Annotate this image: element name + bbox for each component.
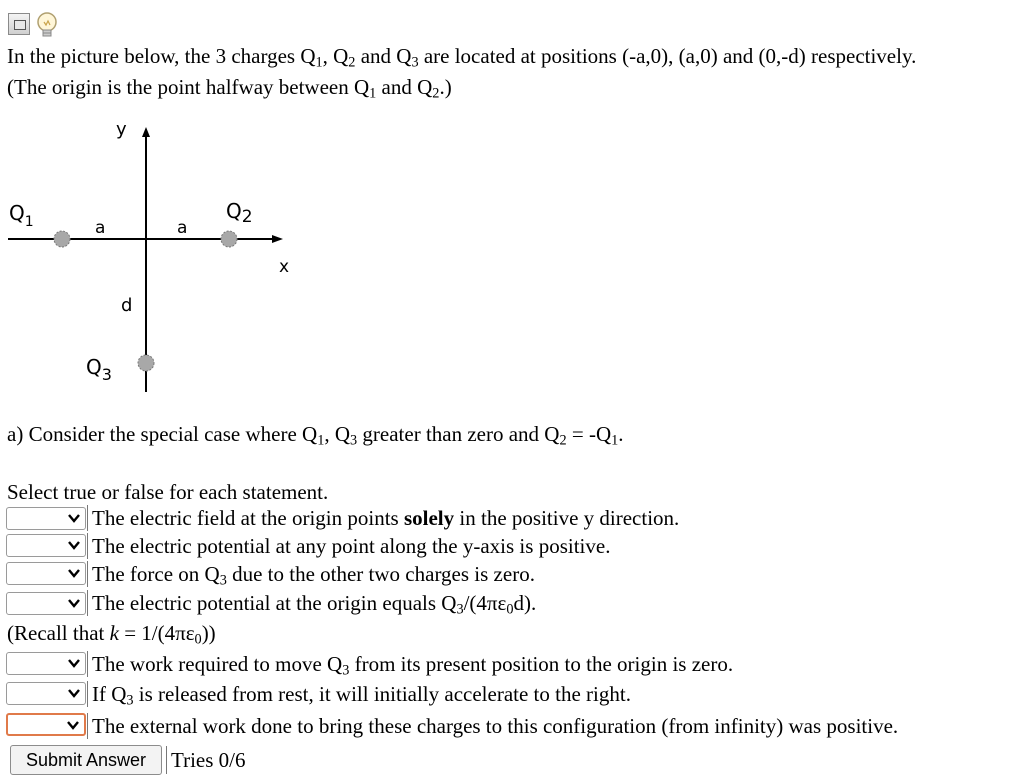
charge-q3 — [138, 355, 154, 371]
statement-2: The electric potential at any point along the y-axis is positive. — [87, 533, 610, 559]
true-false-select-3[interactable] — [6, 562, 86, 585]
true-false-select-2[interactable] — [6, 534, 86, 557]
chevron-down-icon — [67, 656, 81, 670]
y-axis-label: y — [116, 119, 127, 140]
q3-label: $Q_3$ — [86, 355, 112, 384]
distance-a-left: a — [95, 218, 106, 238]
statement-3: The force on $Q_3$ due to the other two charges is zero. — [87, 561, 535, 587]
instruction-text: Select true or false for each statement. — [7, 480, 329, 504]
tries-counter: Tries 0/6 — [166, 746, 246, 774]
intro-line-2: (The origin is the point halfway between $Q_1$ and $Q_2$.) — [7, 75, 452, 102]
lightbulb-icon[interactable] — [34, 11, 60, 41]
chevron-down-icon — [66, 718, 80, 732]
chevron-down-icon — [67, 566, 81, 580]
document-icon[interactable] — [8, 13, 30, 35]
q1-label: $Q_1$ — [9, 201, 34, 230]
intro-line-1: In the picture below, the 3 charges $Q_1$, $Q_2$ and $Q_3$ are located at positions (-a,0), (a,0) and (0,-d) respectively. — [7, 44, 917, 71]
distance-d: d — [121, 295, 133, 316]
statement-6: If $Q_3$ is released from rest, it will initially accelerate to the right. — [87, 681, 631, 707]
charge-q1 — [54, 231, 70, 247]
statement-4: The electric potential at the origin equals $Q_3/(4\pi\varepsilon_0d)$. — [87, 590, 536, 616]
statement-1: The electric field at the origin points solely in the positive y direction. — [87, 505, 679, 531]
x-axis-label: x — [279, 257, 290, 277]
toolbar-icons — [8, 11, 68, 37]
chevron-down-icon — [67, 686, 81, 700]
statement-5: The work required to move $Q_3$ from its present position to the origin is zero. — [87, 651, 733, 677]
statement-7: The external work done to bring these charges to this configuration (from infinity) was positive. — [87, 713, 898, 739]
true-false-select-5[interactable] — [6, 652, 86, 675]
x-axis-arrow — [272, 235, 283, 243]
q2-label: $Q_2$ — [226, 199, 253, 227]
chevron-down-icon — [67, 511, 81, 525]
chevron-down-icon — [67, 538, 81, 552]
true-false-select-7[interactable] — [6, 713, 86, 736]
charge-diagram — [0, 110, 300, 400]
true-false-select-4[interactable] — [6, 592, 86, 615]
submit-answer-button[interactable]: Submit Answer — [10, 745, 162, 775]
recall-note: (Recall that $k = 1/(4\pi\varepsilon_0)$) — [7, 621, 216, 648]
y-axis-arrow — [142, 127, 150, 137]
chevron-down-icon — [67, 596, 81, 610]
distance-a-right: a — [177, 218, 188, 238]
true-false-select-1[interactable] — [6, 507, 86, 530]
true-false-select-6[interactable] — [6, 682, 86, 705]
charge-q2 — [221, 231, 237, 247]
part-a-prompt: a) Consider the special case where $Q_1$, $Q_3$ greater than zero and $Q_2 = -Q_1$. — [7, 422, 624, 449]
